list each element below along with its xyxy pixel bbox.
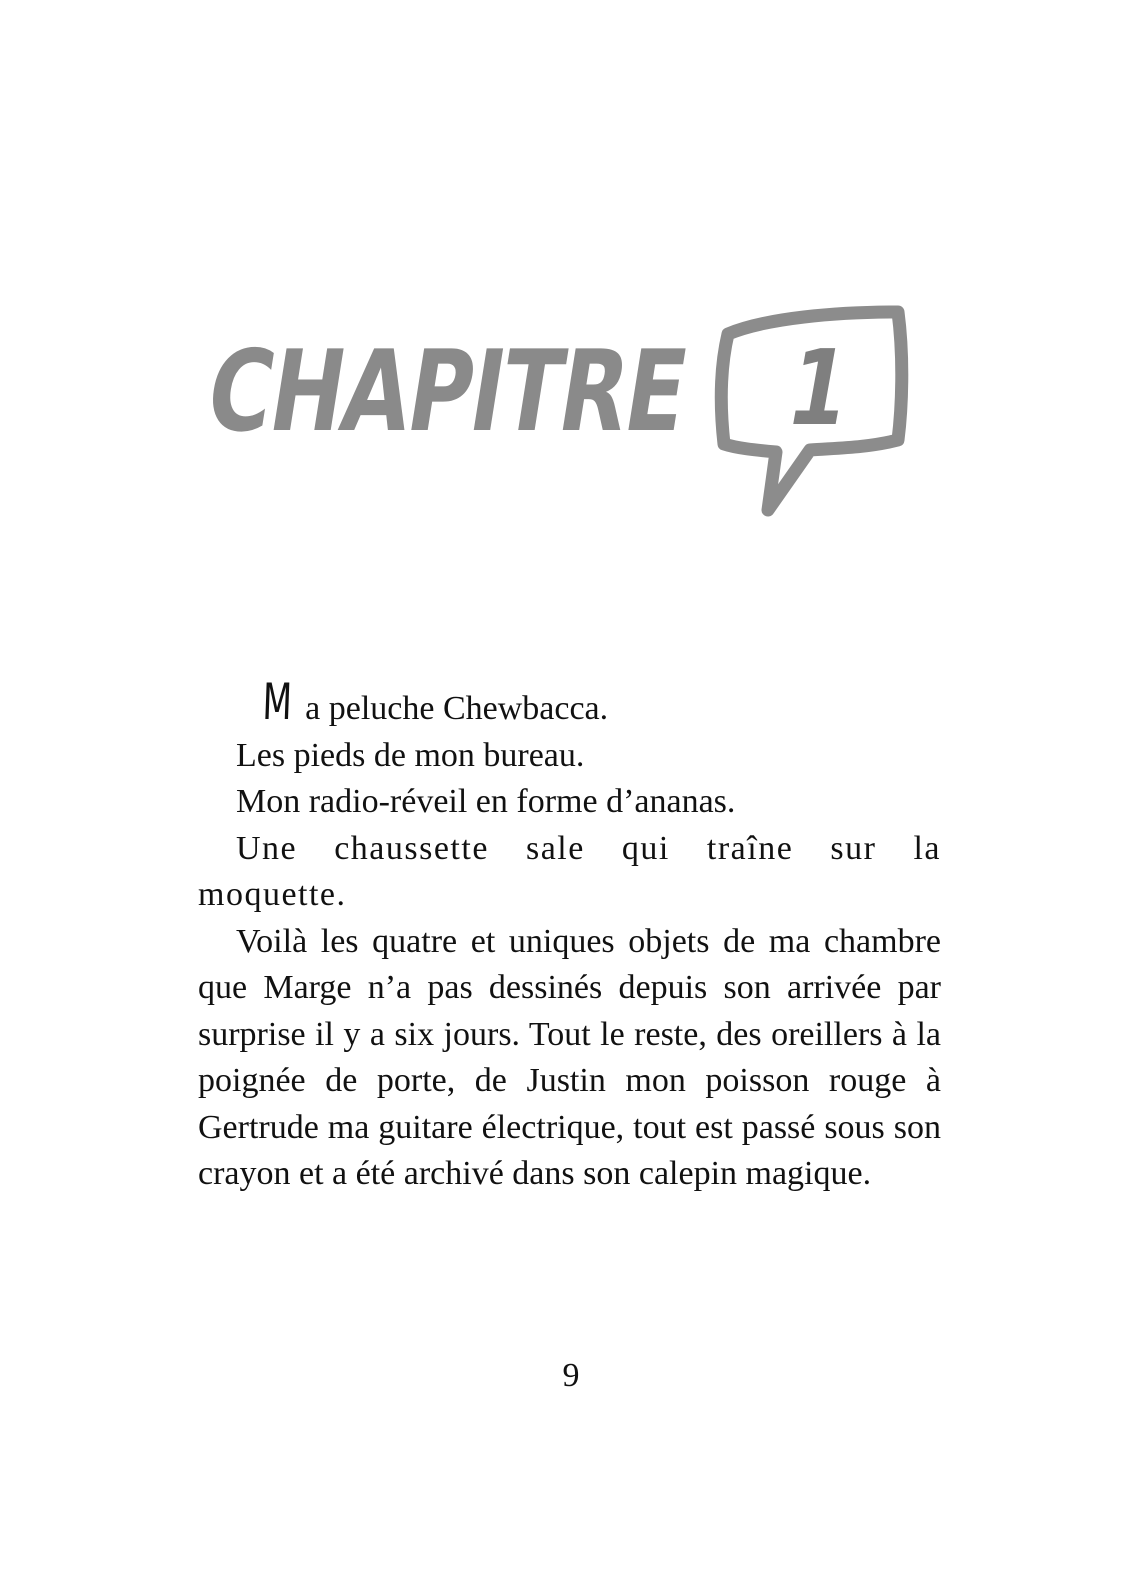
chapter-number: 1 (779, 327, 859, 449)
chapter-title: CHAPITRE (198, 327, 695, 457)
paragraph-3: Mon radio-réveil en forme d’ananas. (236, 783, 736, 820)
paragraph-1 (198, 673, 941, 733)
chapter-heading (198, 298, 918, 528)
page-number: 9 (562, 1357, 580, 1394)
paragraph-4: Une chaussette sale qui traîne sur la moquette. (198, 829, 941, 913)
drop-cap-letter: M (261, 673, 293, 731)
paragraph-5: Voilà les quatre et uniques objets de ma chambre que Marge n’a pas dessinés depuis son arrivée par surprise il y a six jours. Tout le reste, des oreillers à la poignée de porte, de Justin mon poisson rouge à Gertrude ma guitare électrique, tout est passé sous son crayon et a été archivé dans son calepin magique. (198, 922, 941, 1192)
paragraph-1-text: a peluche Chewbacca. (305, 690, 609, 727)
paragraph-2: Les pieds de mon bureau. (236, 736, 585, 774)
body-text (198, 673, 941, 1198)
